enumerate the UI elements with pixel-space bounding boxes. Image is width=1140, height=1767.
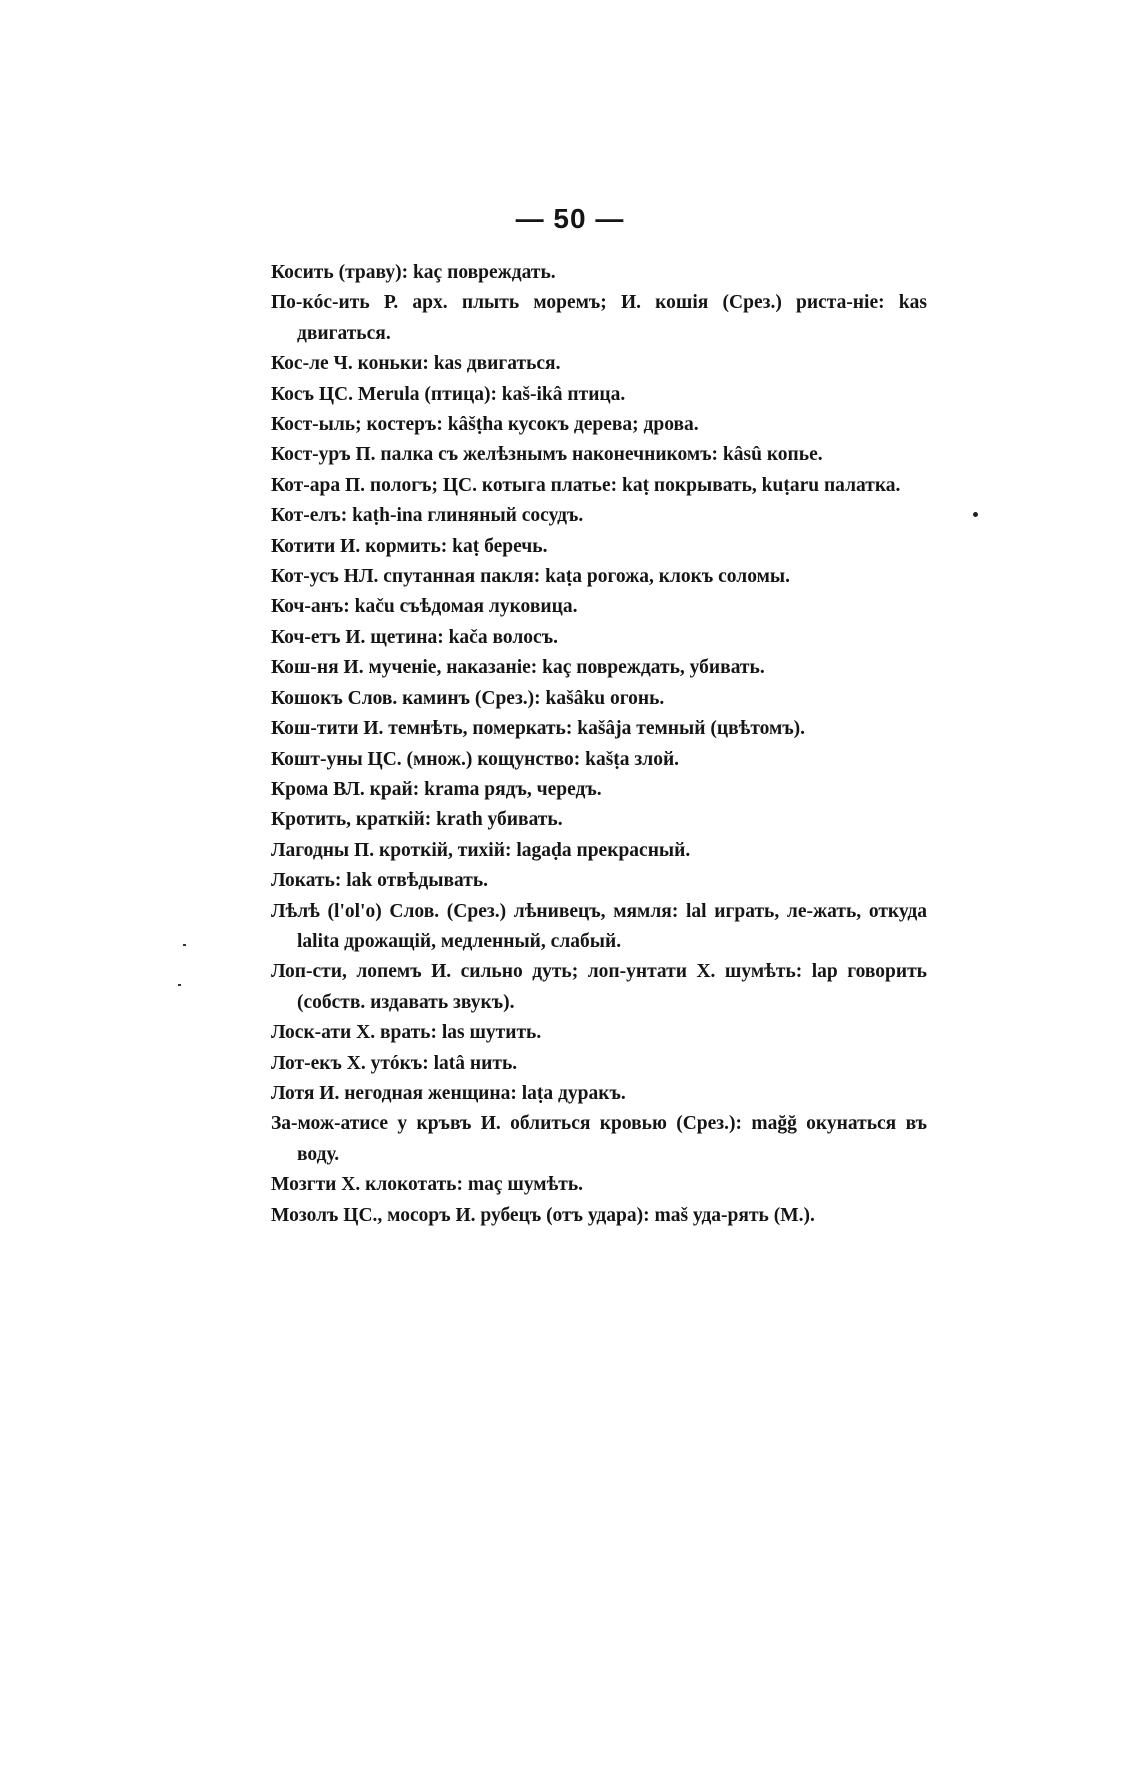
stray-ink-mark <box>178 984 181 986</box>
entry-8: Кот-елъ: kaṭh-ina глиняный сосудъ. <box>271 505 584 527</box>
entry-4: Косъ ЦС. Merula (птица): kaš-ikâ птица. <box>271 383 626 405</box>
entry-5: Кост-ыль; костеръ: kâšṭha кусокъ дерева; дрова. <box>271 414 699 436</box>
entry-6: Кост-уръ П. палка съ желѣзнымъ наконечникомъ: kâsû копье. <box>271 444 823 466</box>
entry-2: По-кóс-ить Р. арх. плыть моремъ; И. кошія (Срез.) риста-ніе: kas двигаться. <box>271 292 927 344</box>
entry-3: Кос-ле Ч. коньки: kas двигаться. <box>271 353 561 375</box>
entry-23: Лоск-ати Х. врать: las шутить. <box>271 1022 542 1044</box>
stray-ink-mark <box>183 944 186 946</box>
entry-24: Лот-екъ Х. утóкъ: latâ нить. <box>271 1052 518 1074</box>
entry-22: Лоп-сти, лопемъ И. сильно дуть; лоп-унтати Х. шумѣть: lap говорить (собств. издавать звукъ). <box>271 961 927 1013</box>
entry-28: Мозолъ ЦС., мосоръ И. рубецъ (отъ удара): maš уда-рять (М.). <box>271 1204 815 1226</box>
entry-10: Кот-усъ НЛ. спутанная пакля: kaṭa рогожа, клокъ соломы. <box>271 566 790 588</box>
entry-26: За-мож-атисе у кръвъ И. облиться кровью (Срез.): mağğ окунаться въ воду. <box>271 1113 927 1165</box>
entry-25: Лотя И. негодная женщина: laṭa дуракъ. <box>271 1082 626 1104</box>
entry-17: Крома ВЛ. край: krama рядъ, чередъ. <box>271 778 602 800</box>
entry-13: Кош-ня И. мученіе, наказаніе: kaç повреждать, убивать. <box>271 657 765 679</box>
entry-14: Кошокъ Слов. каминъ (Срез.): kašâku огонь. <box>271 687 665 709</box>
entry-18: Кротить, краткій: krath убивать. <box>271 809 563 831</box>
entry-12: Коч-етъ И. щетина: kača волосъ. <box>271 626 558 648</box>
dictionary-entries <box>271 258 927 1231</box>
entry-9: Котити И. кормить: kaṭ беречь. <box>271 535 548 557</box>
entry-11: Коч-анъ: kaču съѣдомая луковица. <box>271 596 578 618</box>
entry-7: Кот-ара П. пологъ; ЦС. котыга платье: kaṭ покрывать, kuṭaru палатка. <box>271 474 901 496</box>
entry-20: Локать: lak отвѣдывать. <box>271 870 489 892</box>
entry-15: Кош-тити И. темнѣть, померкать: kašâja темный (цвѣтомъ). <box>271 718 806 740</box>
stray-ink-dot <box>973 512 978 517</box>
entry-21: Лѣлѣ (l'ol'o) Слов. (Срез.) лѣнивецъ, мямля: lal играть, ле-жать, откуда lalita дрожащій, медленный, слабый. <box>271 900 927 952</box>
entry-1: Косить (траву): kaç повреждать. <box>271 262 556 283</box>
entry-19: Лагодны П. кроткій, тихій: lagaḍa прекрасный. <box>271 839 691 861</box>
page-number: — 50 — <box>515 203 625 234</box>
entry-27: Мозгти Х. клокотать: maç шумѣть. <box>271 1174 584 1196</box>
entry-16: Кошт-уны ЦС. (множ.) кощунство: kašṭa злой. <box>271 748 680 770</box>
